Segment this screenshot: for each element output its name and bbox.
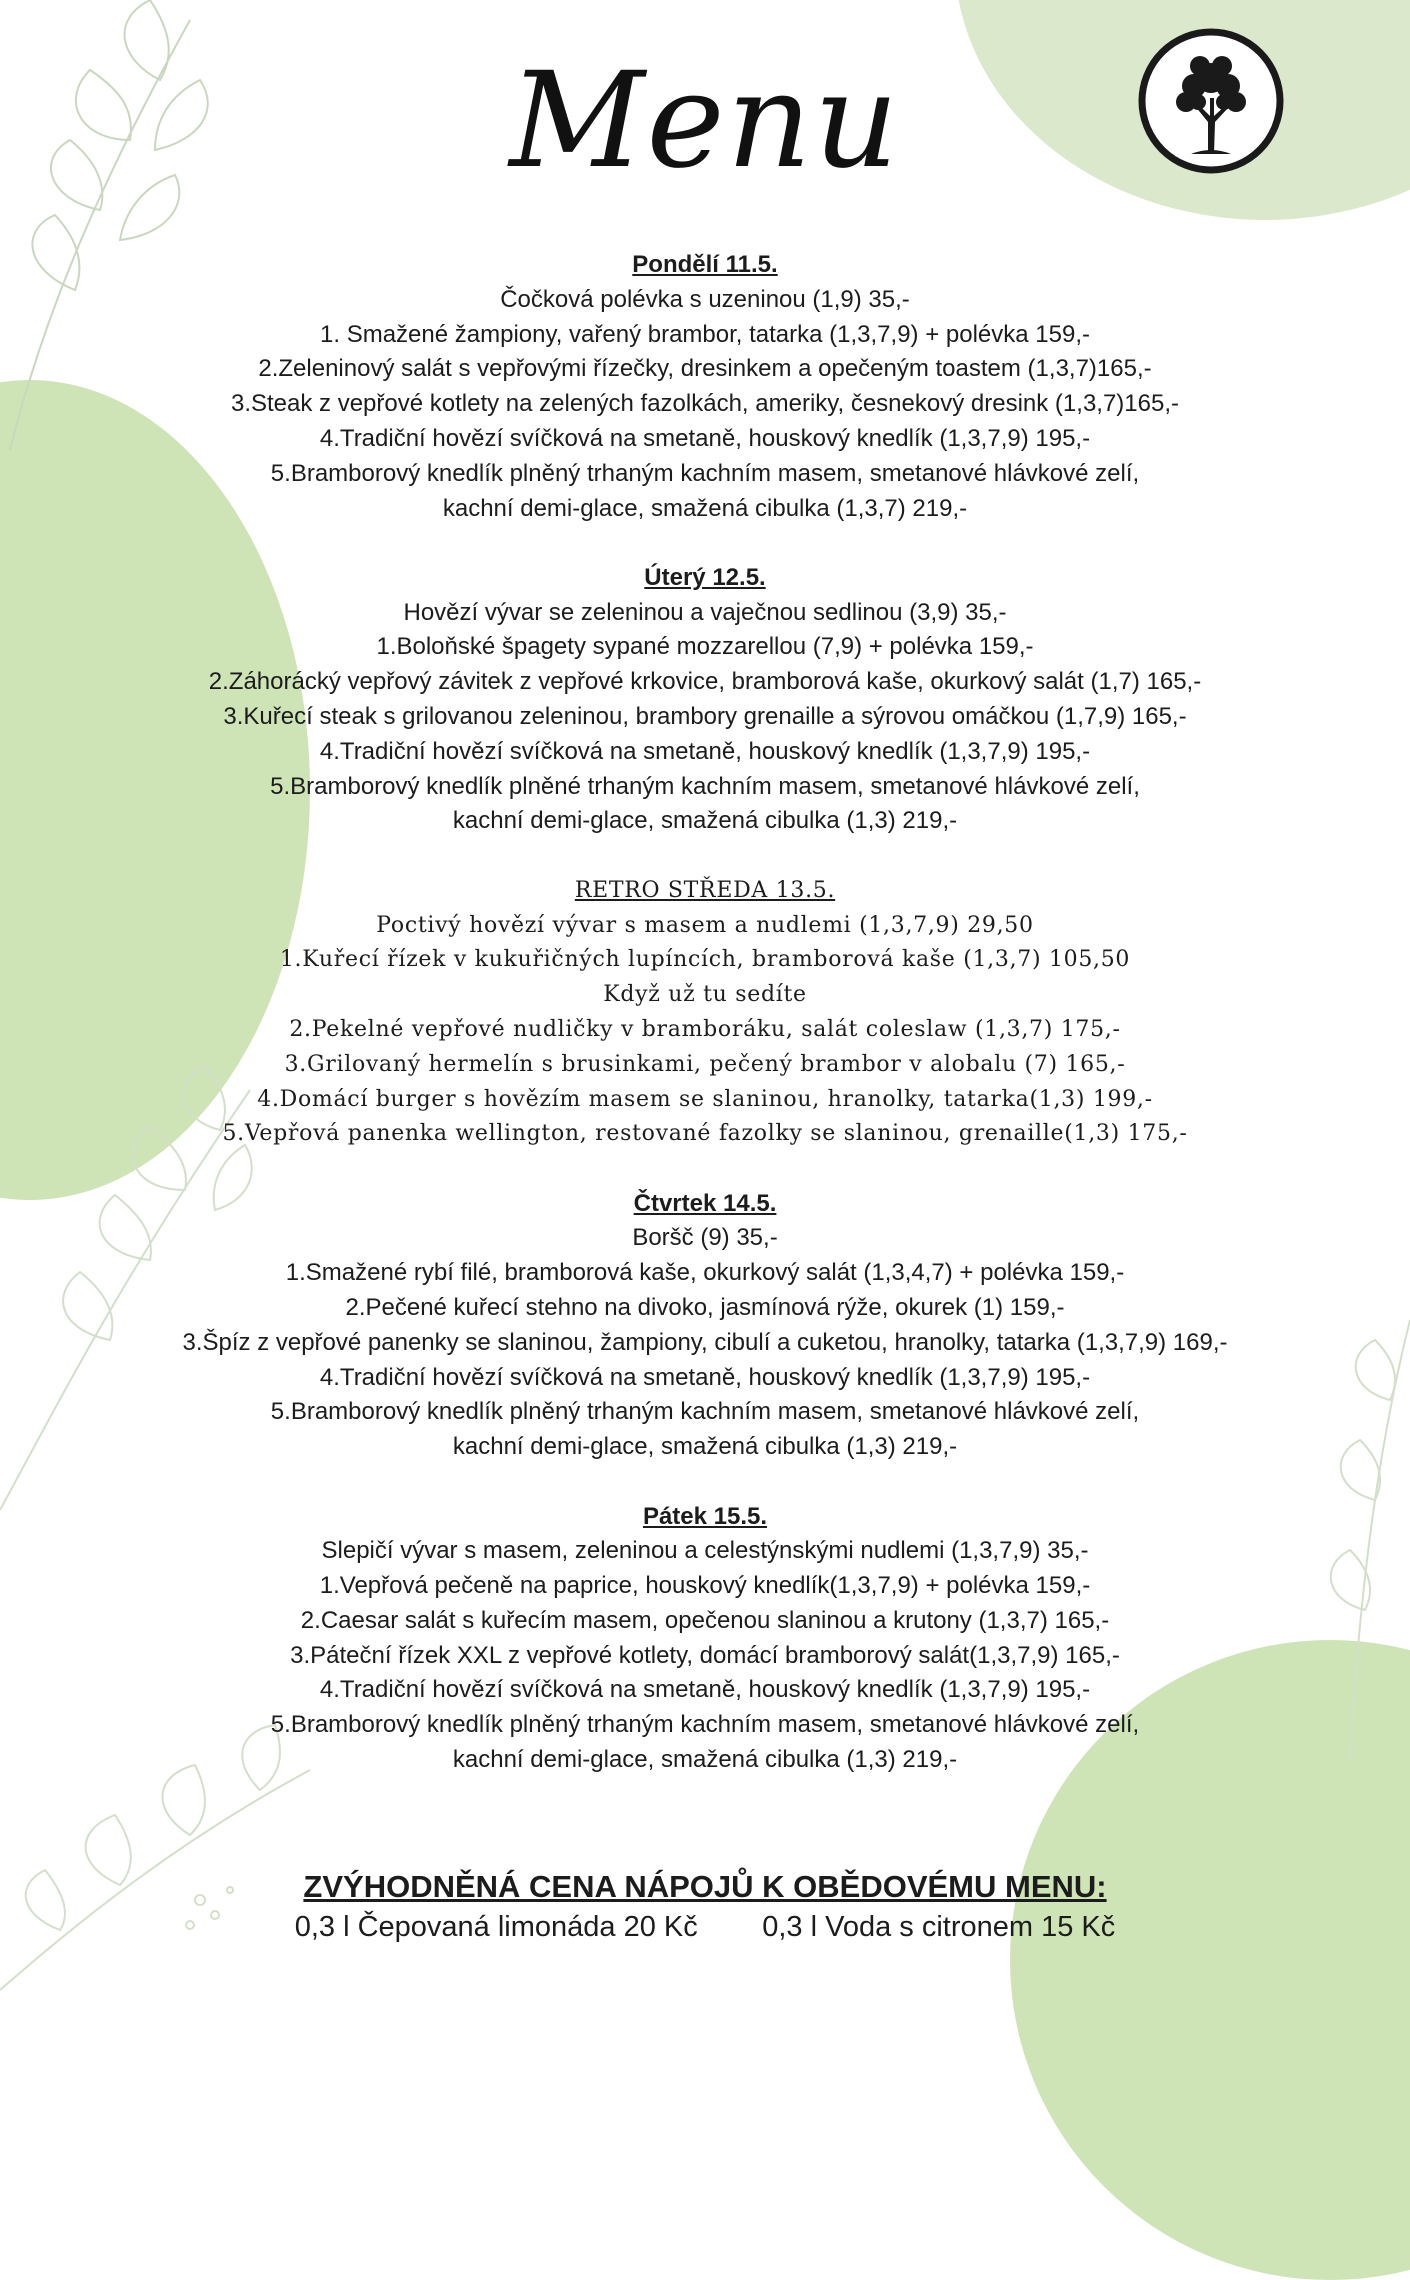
drinks-offer [0,1867,1410,1947]
menu-item: 1.Boloňské špagety sypané mozzarellou (7,9) + polévka 159,- [376,633,1034,661]
drink-item: 0,3 l Voda s citronem 15 Kč [762,1911,1116,1943]
menu-item: 3.Páteční řízek XXL z vepřové kotlety, domácí bramborový salát(1,3,7,9) 165,- [290,1641,1120,1669]
daily-menu [0,248,1410,1812]
day-title: Čtvrtek 14.5. [633,1189,777,1217]
day-section [0,1500,1410,1778]
menu-item: 4.Tradiční hovězí svíčková na smetaně, houskový knedlík (1,3,7,9) 195,- [319,1676,1091,1704]
menu-title: Menu [509,44,901,198]
menu-item: Čočková polévka s uzeninou (1,9) 35,- [500,285,910,313]
menu-item: 1.Smažené rybí filé, bramborová kaše, okurkový salát (1,3,4,7) + polévka 159,- [285,1259,1125,1287]
menu-item: Když už tu sedíte [603,982,807,1008]
menu-item: 5.Bramborový knedlík plněné trhaným kachním masem, smetanové hlávkové zelí, [270,772,1140,800]
drinks-items [0,1907,1410,1947]
menu-item: kachní demi-glace, smažená cibulka (1,3) 219,- [452,1746,958,1774]
menu-item: 2.Zeleninový salát s vepřovými řízečky, dresinkem a opečeným toastem (1,3,7)165,- [258,355,1152,383]
drinks-title: ZVÝHODNĚNÁ CENA NÁPOJŮ K OBĚDOVÉMU MENU: [303,1869,1107,1904]
day-section [0,561,1410,839]
menu-item: 2.Pečené kuřecí stehno na divoko, jasmínová rýže, okurek (1) 159,- [345,1294,1065,1322]
menu-item: kachní demi-glace, smažená cibulka (1,3) 219,- [452,807,958,835]
day-section [0,1187,1410,1465]
menu-item: 4.Tradiční hovězí svíčková na smetaně, houskový knedlík (1,3,7,9) 195,- [319,424,1091,452]
menu-item: kachní demi-glace, smažená cibulka (1,3,7) 219,- [442,494,968,522]
menu-item: 1. Smažené žampiony, vařený brambor, tatarka (1,3,7,9) + polévka 159,- [320,320,1090,348]
menu-item: 5.Bramborový knedlík plněný trhaným kachním masem, smetanové hlávkové zelí, [270,1398,1140,1426]
day-section [0,248,1410,526]
menu-item: 3.Steak z vepřové kotlety na zelených fazolkách, ameriky, česnekový dresink (1,3,7)165,- [230,390,1179,418]
menu-item: 1.Kuřecí řízek v kukuřičných lupíncích, bramborová kaše (1,3,7) 105,50 [279,947,1131,973]
day-title: RETRO STŘEDA 13.5. [574,877,836,903]
drink-item: 0,3 l Čepovaná limonáda 20 Kč [294,1911,698,1943]
day-section [0,874,1410,1152]
menu-item: 3.Kuřecí steak s grilovanou zeleninou, brambory grenaille a sýrovou omáčkou (1,7,9) 165,- [223,703,1187,731]
menu-item: 3.Špíz z vepřové panenky se slaninou, žampiony, cibulí a cuketou, hranolky, tatarka (1,3,7,9) 169,- [182,1328,1228,1356]
menu-item: 3.Grilovaný hermelín s brusinkami, pečený brambor v alobalu (7) 165,- [284,1051,1126,1077]
menu-item: 5.Bramborový knedlík plněný trhaným kachním masem, smetanové hlávkové zelí, [270,1711,1140,1739]
menu-item: Slepičí vývar s masem, zeleninou a celestýnskými nudlemi (1,3,7,9) 35,- [321,1537,1089,1565]
menu-item: Boršč (9) 35,- [632,1224,778,1252]
day-title: Pondělí 11.5. [632,251,778,278]
menu-item: 4.Tradiční hovězí svíčková na smetaně, houskový knedlík (1,3,7,9) 195,- [319,737,1091,765]
menu-item: Poctivý hovězí vývar s masem a nudlemi (1,3,7,9) 29,50 [376,912,1034,938]
menu-item: kachní demi-glace, smažená cibulka (1,3) 219,- [452,1433,958,1461]
day-title: Úterý 12.5. [644,563,766,591]
menu-item: 4.Domácí burger s hovězím masem se slaninou, hranolky, tatarka(1,3) 199,- [257,1086,1153,1112]
menu-item: 2.Záhorácký vepřový závitek z vepřové krkovice, bramborová kaše, okurkový salát (1,7) 165,- [208,668,1202,696]
menu-item: 2.Pekelné vepřové nudličky v bramboráku, salát coleslaw (1,3,7) 175,- [289,1016,1121,1042]
menu-item: 5.Vepřová panenka wellington, restované fazolky se slaninou, grenaille(1,3) 175,- [222,1121,1188,1147]
menu-item: 4.Tradiční hovězí svíčková na smetaně, houskový knedlík (1,3,7,9) 195,- [319,1363,1091,1391]
menu-item: 1.Vepřová pečeně na paprice, houskový knedlík(1,3,7,9) + polévka 159,- [319,1572,1091,1600]
menu-item: 2.Caesar salát s kuřecím masem, opečenou slaninou a krutony (1,3,7) 165,- [300,1606,1110,1634]
day-title: Pátek 15.5. [642,1502,768,1530]
menu-item: 5.Bramborový knedlík plněný trhaným kachním masem, smetanové hlávkové zelí, [270,459,1140,487]
menu-item: Hovězí vývar se zeleninou a vaječnou sedlinou (3,9) 35,- [403,598,1007,626]
